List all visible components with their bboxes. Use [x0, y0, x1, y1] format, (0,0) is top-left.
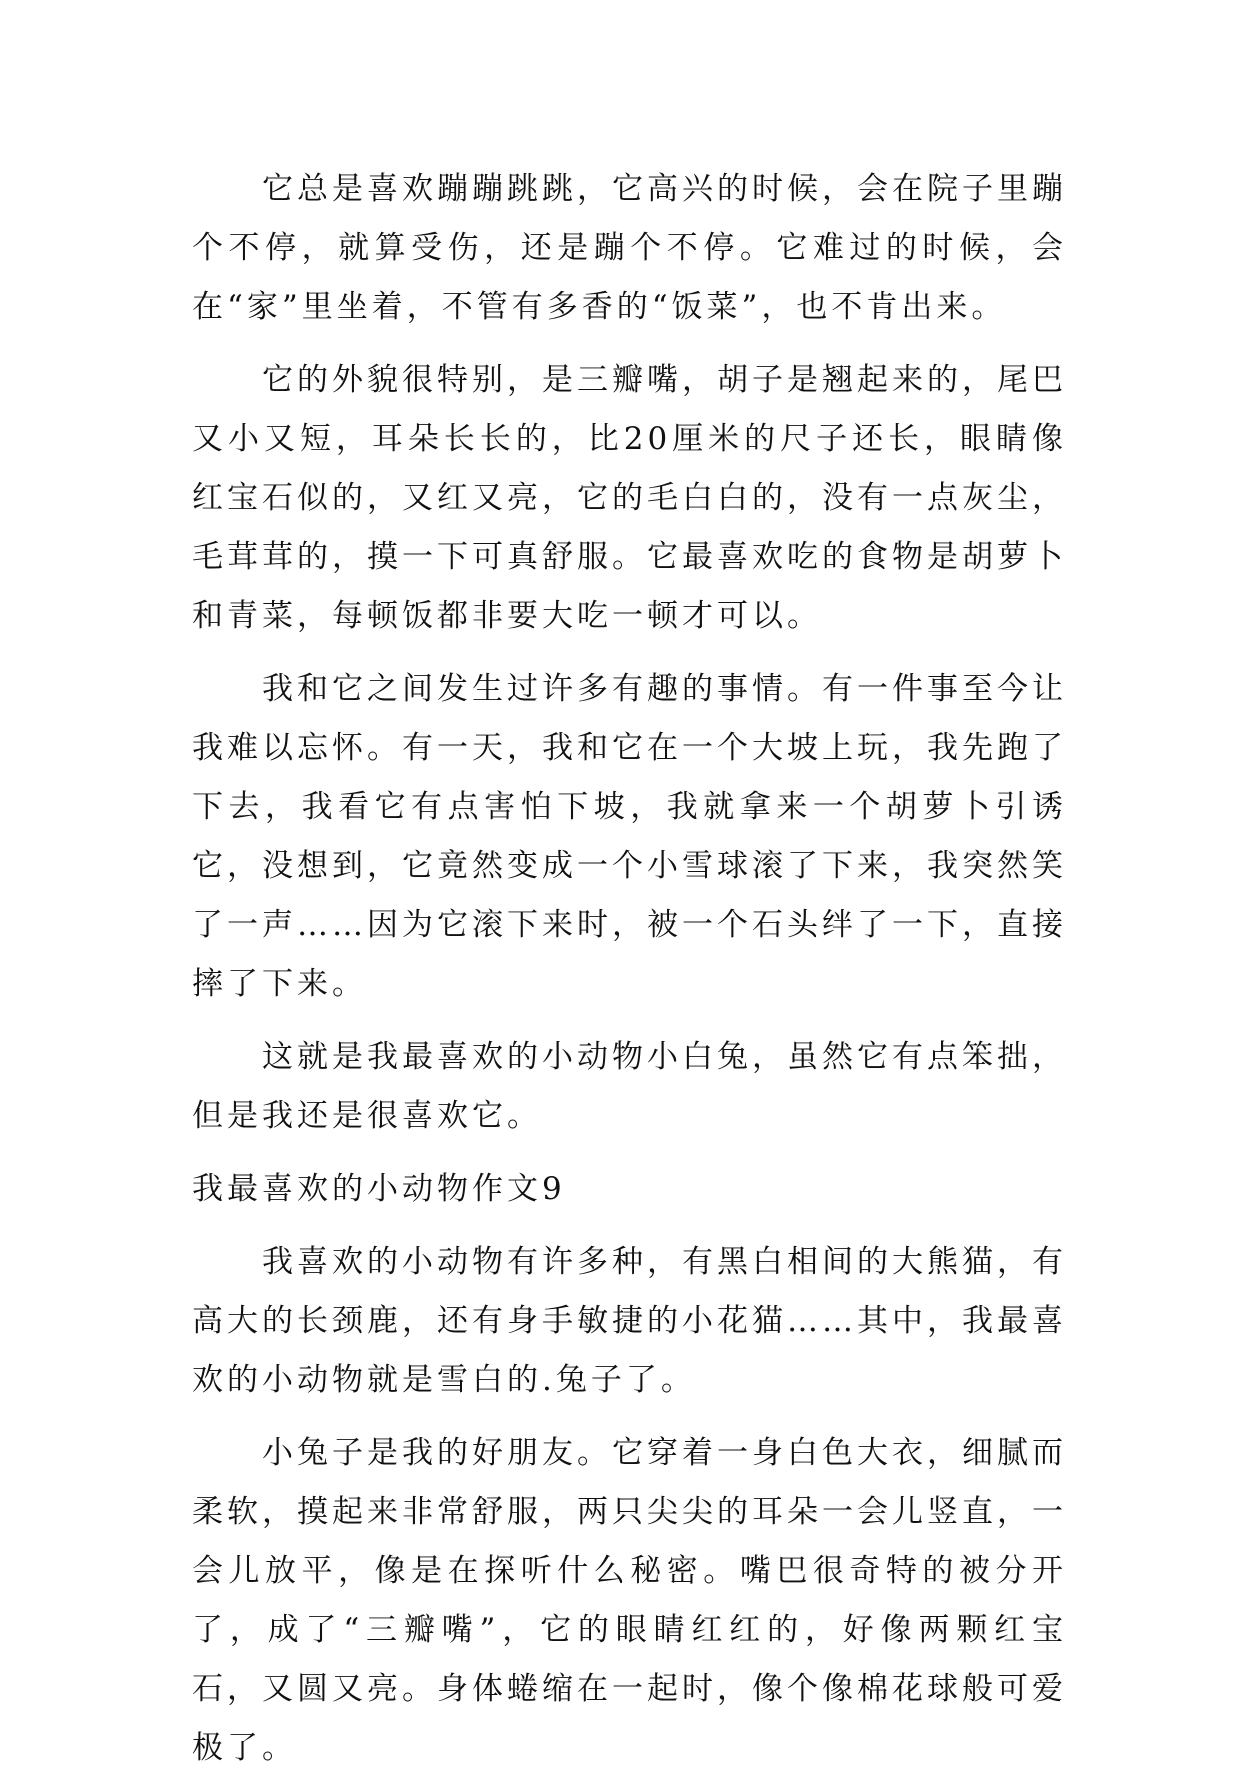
paragraph: 它总是喜欢蹦蹦跳跳，它高兴的时候，会在院子里蹦个不停，就算受伤，还是蹦个不停。它难过的时候，会在“家”里坐着，不管有多香的“饭菜”，也不肯出来。	[192, 171, 1067, 325]
paragraph: 我喜欢的小动物有许多种，有黑白相间的大熊猫，有高大的长颈鹿，还有身手敏捷的小花猫……其中，我最喜欢的小动物就是雪白的.兔子了。	[192, 1244, 1067, 1398]
paragraph: 我和它之间发生过许多有趣的事情。有一件事至今让我难以忘怀。有一天，我和它在一个大坡上玩，我先跑了下去，我看它有点害怕下坡，我就拿来一个胡萝卜引诱它，没想到，它竟然变成一个小雪球滚了下来，我突然笑了一声……因为它滚下来时，被一个石头绊了一下，直接摔了下来。	[192, 671, 1067, 1002]
paragraph: 这就是我最喜欢的小动物小白兔，虽然它有点笨拙，但是我还是很喜欢它。	[192, 1039, 1067, 1134]
paragraph: 小兔子是我的好朋友。它穿着一身白色大衣，细腻而柔软，摸起来非常舒服，两只尖尖的耳朵一会儿竖直，一会儿放平，像是在探听什么秘密。嘴巴很奇特的被分开了，成了“三瓣嘴”，它的眼睛红红的，好像两颗红宝石，又圆又亮。身体蜷缩在一起时，像个像棉花球般可爱极了。	[192, 1435, 1067, 1766]
paragraph: 它的外貌很特别，是三瓣嘴，胡子是翘起来的，尾巴又小又短，耳朵长长的，比20厘米的尺子还长，眼睛像红宝石似的，又红又亮，它的毛白白的，没有一点灰尘，毛茸茸的，摸一下可真舒服。它最喜欢吃的食物是胡萝卜和青菜，每顿饭都非要大吃一顿才可以。	[192, 362, 1067, 634]
section-heading: 我最喜欢的小动物作文9	[192, 1171, 566, 1207]
document-body	[192, 160, 1067, 1792]
